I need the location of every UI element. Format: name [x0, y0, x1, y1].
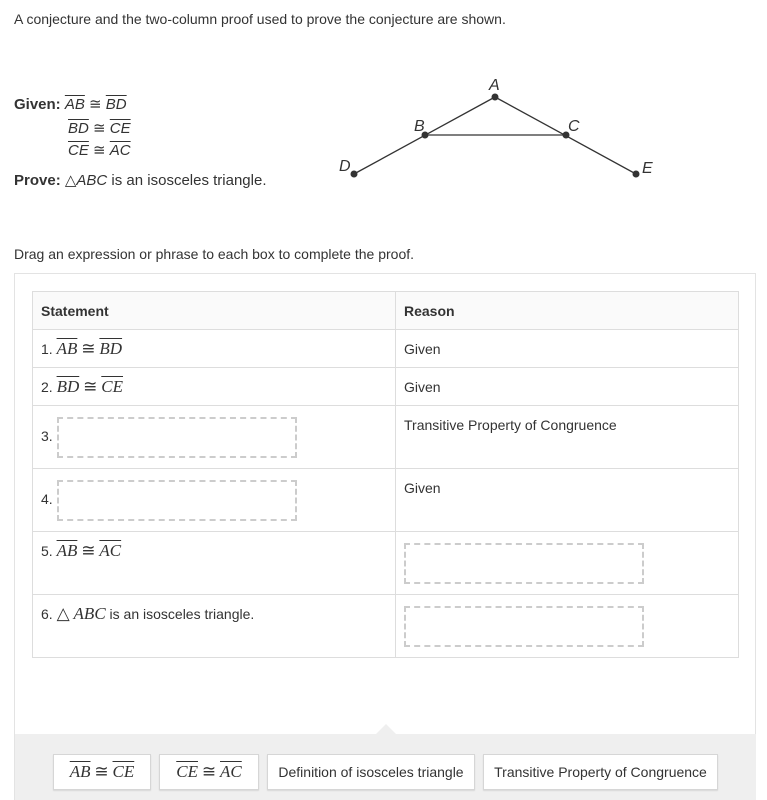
- congruent-symbol: ≅: [89, 96, 102, 113]
- statement-text: is an isosceles triangle.: [105, 606, 255, 622]
- congruent-symbol: ≅: [81, 541, 96, 560]
- segment: $\overline{CE}$: [176, 762, 198, 781]
- segment: $\overline{BD}$: [56, 376, 80, 396]
- triangle-name: ABC: [73, 604, 106, 623]
- reason: Transitive Property of Congruence: [396, 406, 739, 469]
- header-reason: Reason: [396, 292, 739, 330]
- segment: $\overline{BD}$: [99, 338, 123, 358]
- segment: $\overline{AC}$: [99, 541, 122, 560]
- choice-transitive-property[interactable]: Transitive Property of Congruence: [483, 754, 718, 790]
- choice-ce-congruent-ac[interactable]: [159, 754, 259, 790]
- tray-pointer: [376, 724, 396, 734]
- label-e: E: [642, 160, 653, 177]
- segment: $\overline{BD}$: [68, 120, 89, 137]
- row-number: 2.: [41, 378, 53, 395]
- triangle-symbol: △: [64, 172, 77, 189]
- statement-drop-box-3[interactable]: [57, 417, 297, 458]
- given-prove: [14, 93, 267, 193]
- segment: $\overline{CE}$: [68, 142, 89, 159]
- congruent-symbol: ≅: [81, 338, 96, 358]
- table-row: [33, 532, 739, 595]
- segment: $\overline{CE}$: [112, 762, 135, 781]
- row-number: 4.: [41, 490, 53, 507]
- choice-ab-congruent-ce[interactable]: [53, 754, 151, 790]
- table-row: [33, 368, 739, 406]
- reason-drop-box-6[interactable]: [404, 606, 644, 647]
- congruent-symbol: ≅: [93, 142, 106, 159]
- triangle-symbol: △: [56, 604, 70, 623]
- row-number: 6.: [41, 606, 53, 622]
- reason: Given: [396, 330, 739, 368]
- point-a: [492, 94, 499, 101]
- reason: Given: [396, 469, 739, 532]
- segment: $\overline{AB}$: [56, 541, 78, 560]
- row-number: 3.: [41, 427, 53, 444]
- segment: $\overline{BD}$: [105, 96, 127, 113]
- table-row: [33, 330, 739, 368]
- row-number: 5.: [41, 543, 53, 559]
- table-row: [33, 469, 739, 532]
- row-number: 1.: [41, 340, 53, 357]
- label-c: C: [568, 118, 580, 135]
- prove-text: is an isosceles triangle.: [107, 172, 267, 189]
- table-row: [33, 595, 739, 658]
- label-d: D: [339, 158, 351, 175]
- congruent-symbol: ≅: [201, 762, 217, 781]
- header-statement: Statement: [33, 292, 396, 330]
- triangle-figure: [330, 70, 670, 190]
- reason-drop-box-5[interactable]: [404, 543, 644, 584]
- triangle-name: ABC: [76, 172, 108, 189]
- segment: $\overline{AB}$: [64, 96, 85, 113]
- congruent-symbol: ≅: [94, 762, 109, 781]
- segment: $\overline{CE}$: [109, 120, 131, 137]
- label-b: B: [414, 118, 425, 135]
- segment: $\overline{AC}$: [220, 762, 242, 781]
- proof-table: [32, 291, 739, 658]
- point-e: [633, 171, 640, 178]
- statement-drop-box-4[interactable]: [57, 480, 297, 521]
- given-label: Given:: [14, 96, 61, 113]
- instruction-text: Drag an expression or phrase to each box to complete the proof.: [14, 246, 415, 262]
- congruent-symbol: ≅: [93, 120, 106, 137]
- point-d: [351, 171, 358, 178]
- table-row: [33, 406, 739, 469]
- segment: $\overline{CE}$: [101, 376, 124, 396]
- choice-definition-isosceles[interactable]: Definition of isosceles triangle: [267, 754, 475, 790]
- choices-tray: [15, 734, 756, 800]
- segment: $\overline{AC}$: [109, 142, 131, 159]
- segment: $\overline{AB}$: [56, 338, 78, 358]
- intro-text: A conjecture and the two-column proof used to prove the conjecture are shown.: [14, 11, 506, 27]
- congruent-symbol: ≅: [83, 376, 98, 396]
- label-a: A: [489, 77, 500, 94]
- segment: $\overline{AB}$: [69, 762, 91, 781]
- reason: Given: [396, 368, 739, 406]
- prove-label: Prove:: [14, 172, 61, 189]
